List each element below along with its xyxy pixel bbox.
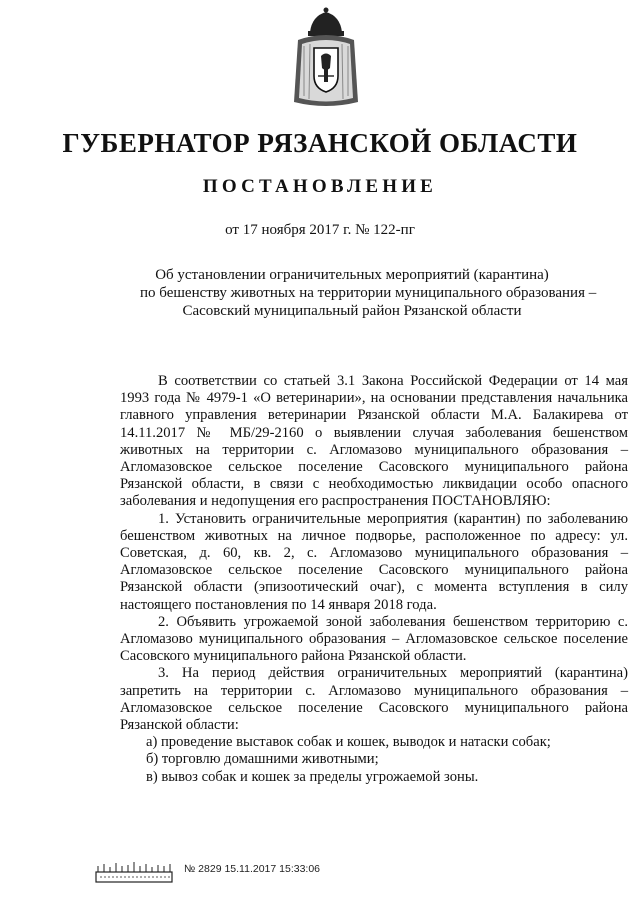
coat-of-arms-emblem (290, 6, 362, 110)
subject-line: Об установлении ограничительных мероприятий (карантина) (155, 267, 549, 283)
document-date-number: от 17 ноября 2017 г. № 122-пг (225, 222, 415, 238)
preamble-paragraph: В соответствии со статьей 3.1 Закона Российской Федерации от 14 мая 1993 года № 4979-1 «О ветеринарии», на основании представления начальника главного управления ветеринарии Рязанской области М.А. Балакирева от 14.11.2017 № МБ/29-2160 о выявлении случая заболевания бешенством животных на территории с. Агломазово муниципального образования – Агломазовское сельское поселение Сасовского муниципального района Рязанской области, в связи с необходимостью ликвидации особо опасного заболевания и недопущения его распространения ПОСТАНОВЛЯЮ: (120, 373, 628, 510)
clause-1-paragraph: 1. Установить ограничительные мероприятия (карантин) по заболеванию бешенством животных на личное подворье, расположенное по адресу: ул. Советская, д. 60, кв. 2, с. Агломазово муниципального образования – Агломазовское сельское поселение Сасовского муниципального района Рязанской области (эпизоотический очаг), с момента вступления в силу настоящего постановления по 14 января 2018 года. (120, 510, 628, 613)
registration-stamp-icon (92, 856, 178, 884)
clause-3-subitem-b: б) торговлю домашними животными; (146, 751, 379, 768)
registration-number: № 2829 15.11.2017 15:33:06 (184, 863, 321, 875)
clause-3-subitem-c: в) вывоз собак и кошек за пределы угрожаемой зоны. (146, 768, 479, 785)
clause-2-paragraph: 2. Объявить угрожаемой зоной заболевания бешенством территорию с. Агломазово муниципального образования – Агломазовское сельское поселение Сасовского муниципального района Рязанской области. (120, 613, 628, 665)
document-body (120, 373, 628, 786)
clause-3-subitem-a: а) проведение выставок собак и кошек, выводок и натаски собак; (146, 734, 551, 751)
subject-line: Сасовский муниципальный район Рязанской области (182, 303, 522, 319)
document-subject (140, 266, 597, 320)
issuer-title: ГУБЕРНАТОР РЯЗАНСКОЙ ОБЛАСТИ (62, 128, 578, 158)
subject-line: по бешенству животных на территории муниципального образования – (140, 285, 597, 301)
document-type: ПОСТАНОВЛЕНИЕ (202, 176, 438, 197)
clause-3-paragraph: 3. На период действия ограничительных мероприятий (карантина) запретить на территории с. Агломазово муниципального образования – Агломазовское сельское поселение Сасовского муниципального района Рязанской области: (120, 665, 628, 734)
registration-footer (92, 856, 392, 884)
